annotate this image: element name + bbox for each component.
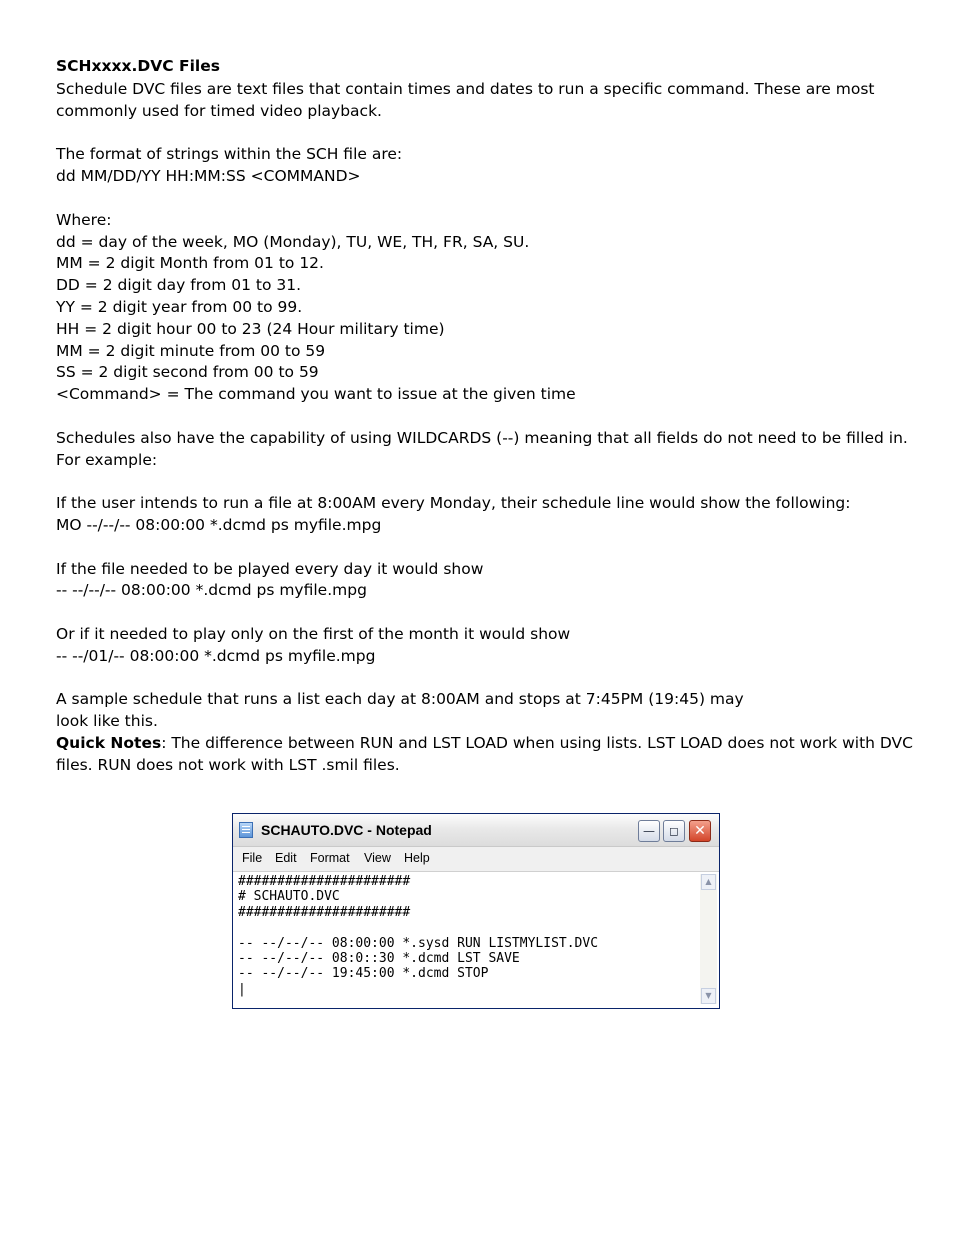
document-body — [56, 56, 916, 777]
minimize-button[interactable] — [638, 820, 660, 842]
definition-line: <Command> = The command you want to issue at the given time — [56, 385, 576, 404]
definition-line: MM = 2 digit minute from 00 to 59 — [56, 341, 326, 360]
quick-notes — [56, 733, 916, 777]
scroll-up-button[interactable] — [701, 874, 716, 890]
definition-line: MM = 2 digit Month from 01 to 12. — [56, 254, 324, 273]
definition-line: DD = 2 digit day from 01 to 31. — [56, 276, 302, 295]
spacer — [56, 668, 916, 690]
wildcards-paragraph: Schedules also have the capability of using WILDCARDS (--) meaning that all fields do not need to be filled in. For example: — [56, 428, 913, 469]
quick-notes-text: : The difference between RUN and LST LOAD when using lists. LST LOAD does not work with DVC files. RUN does not work with LST .smil files. — [56, 733, 918, 774]
maximize-button[interactable] — [663, 820, 685, 842]
example-line: MO --/--/-- 08:00:00 *.dcmd ps myfile.mpg — [56, 515, 382, 534]
window-title: SCHAUTO.DVC - Notepad — [261, 822, 432, 838]
menu-bar — [233, 847, 719, 872]
format-label: The format of strings within the SCH file are: — [56, 145, 403, 164]
example-line: -- --/--/-- 08:00:00 *.dcmd ps myfile.mpg — [56, 581, 367, 600]
example-text: Or if it needed to play only on the first of the month it would show — [56, 624, 571, 643]
menu-format[interactable]: Format — [310, 851, 350, 865]
definition-line: dd = day of the week, MO (Monday), TU, WE, TH, FR, SA, SU. — [56, 232, 530, 251]
notepad-window — [232, 813, 720, 1009]
chevron-up-icon: ▲ — [705, 877, 712, 886]
intro-paragraph: Schedule DVC files are text files that contain times and dates to run a specific command. These are most commonly used for timed video playback. — [56, 80, 880, 120]
menu-view[interactable]: View — [364, 851, 391, 865]
notepad-icon — [239, 822, 253, 838]
definition-line: HH = 2 digit hour 00 to 23 (24 Hour military time) — [56, 319, 445, 338]
spacer — [56, 123, 916, 145]
chevron-down-icon: ▼ — [705, 991, 712, 1000]
spacer — [56, 188, 916, 210]
sample-text: A sample schedule that runs a list each day at 8:00AM and stops at 7:45PM (19:45) may — [56, 690, 744, 709]
definition-line: YY = 2 digit year from 00 to 99. — [56, 297, 303, 316]
text-editor[interactable] — [235, 872, 699, 1005]
menu-file[interactable]: File — [242, 851, 263, 865]
close-icon: ✕ — [694, 823, 706, 839]
section-heading: SCHxxxx.DVC Files — [56, 57, 220, 75]
spacer — [56, 602, 916, 624]
where-label: Where: — [56, 210, 112, 229]
menu-edit[interactable]: Edit — [275, 851, 297, 865]
definition-line: SS = 2 digit second from 00 to 59 — [56, 363, 319, 382]
format-string: dd MM/DD/YY HH:MM:SS <COMMAND> — [56, 167, 361, 186]
menu-help[interactable]: Help — [404, 851, 430, 865]
close-button[interactable] — [689, 820, 711, 842]
example-text: If the file needed to be played every day it would show — [56, 559, 484, 578]
sample-text: look like this. — [56, 712, 158, 731]
vertical-scrollbar[interactable] — [700, 874, 717, 1004]
spacer — [56, 406, 916, 428]
quick-notes-label: Quick Notes — [56, 733, 162, 752]
scroll-down-button[interactable] — [701, 988, 716, 1004]
example-text: If the user intends to run a file at 8:00AM every Monday, their schedule line would show the following: — [56, 494, 851, 513]
example-line: -- --/01/-- 08:00:00 *.dcmd ps myfile.mpg — [56, 646, 376, 665]
title-bar[interactable] — [233, 814, 719, 847]
editor-content[interactable]: ###################### # SCHAUTO.DVC ###################### -- --/--/-- 08:00:00 *.sysd RUN LISTMYLIST.DVC -- --/--/-- 08:0::30 *.dcmd LST SAVE -- --/--/-- 19:45:00 *.dcmd STOP | — [238, 874, 599, 997]
spacer — [56, 537, 916, 559]
maximize-icon: ◻ — [669, 824, 679, 838]
spacer — [56, 471, 916, 493]
minimize-icon: — — [643, 824, 655, 838]
